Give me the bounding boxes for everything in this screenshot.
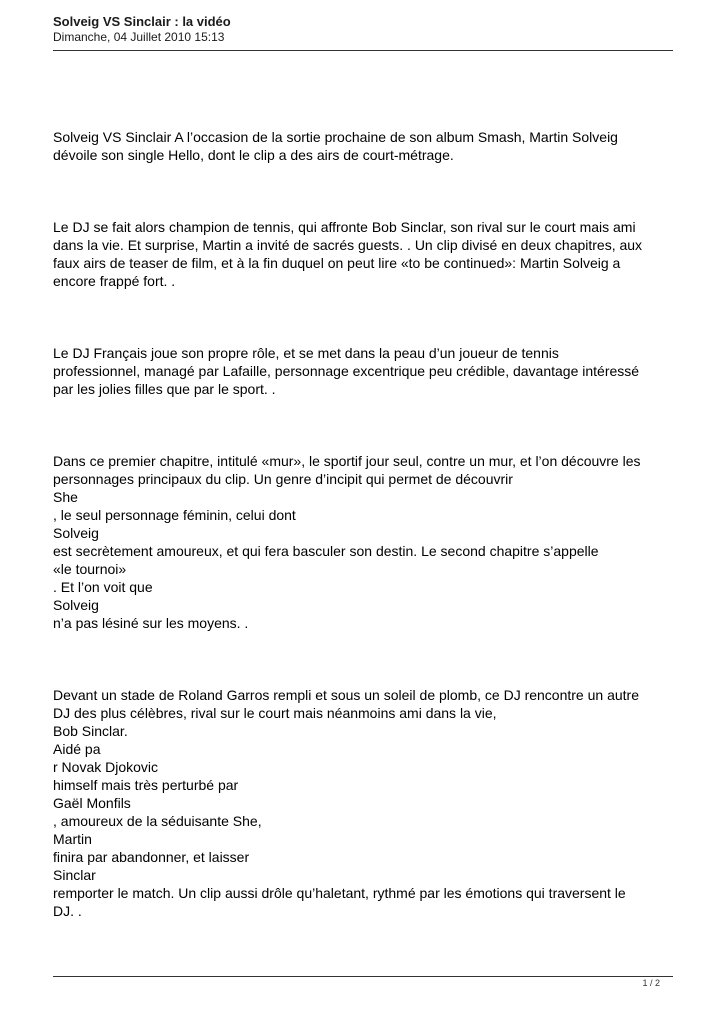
text-line: Gaël Monfils — [53, 795, 131, 811]
text-line: professionnel, managé par Lafaille, personnage excentrique peu crédible, davantage intéressé — [53, 363, 640, 379]
text-line: finira par abandonner, et laisser — [53, 849, 250, 865]
text-line: dévoile son single Hello, dont le clip a des airs de court-métrage. — [53, 147, 454, 163]
text-line: Dans ce premier chapitre, intitulé «mur», le sportif jour seul, contre un mur, et l’on découvre les — [53, 453, 641, 469]
text-line: Martin — [53, 831, 92, 847]
text-line: encore frappé fort. . — [53, 273, 176, 289]
paragraph-4 — [53, 452, 678, 632]
document-header — [53, 14, 673, 45]
paragraph-1 — [53, 128, 678, 164]
text-line: par les jolies filles que par le sport. . — [53, 381, 276, 397]
text-line: Le DJ Français joue son propre rôle, et se met dans la peau d’un joueur de tennis — [53, 345, 559, 361]
paragraph-5 — [53, 686, 678, 920]
text-line: Sinclar — [53, 867, 96, 883]
text-line: She — [53, 489, 78, 505]
document-date: Dimanche, 04 Juillet 2010 15:13 — [53, 30, 225, 44]
text-line: DJ. . — [53, 903, 82, 919]
document-title: Solveig VS Sinclair : la vidéo — [53, 14, 231, 29]
text-line: remporter le match. Un clip aussi drôle qu’haletant, rythmé par les émotions qui traversent le — [53, 885, 626, 901]
text-line: Le DJ se fait alors champion de tennis, qui affronte Bob Sinclar, son rival sur le court mais ami — [53, 219, 636, 235]
paragraph-3 — [53, 344, 678, 398]
text-line: faux airs de teaser de film, et à la fin duquel on peut lire «to be continued»: Martin Solveig a — [53, 255, 621, 271]
paragraph-2 — [53, 218, 678, 290]
text-line: «le tournoi» — [53, 561, 127, 577]
page-number: 1 / 2 — [642, 978, 660, 988]
text-line: , le seul personnage féminin, celui dont — [53, 507, 296, 523]
text-line: r Novak Djokovic — [53, 759, 159, 775]
text-line: est secrètement amoureux, et qui fera basculer son destin. Le second chapitre s’appelle — [53, 543, 599, 559]
text-line: Solveig — [53, 525, 99, 541]
text-line: Bob Sinclar. — [53, 723, 128, 739]
text-line: n’a pas lésiné sur les moyens. . — [53, 615, 249, 631]
text-line: Solveig VS Sinclair A l’occasion de la sortie prochaine de son album Smash, Martin Solveig — [53, 129, 618, 145]
text-line: personnages principaux du clip. Un genre d’incipit qui permet de découvrir — [53, 471, 513, 487]
text-line: Devant un stade de Roland Garros rempli et sous un soleil de plomb, ce DJ rencontre un autre — [53, 687, 639, 703]
text-line: . Et l’on voit que — [53, 579, 153, 595]
text-line: Aidé pa — [53, 741, 101, 757]
article-body — [53, 128, 678, 920]
text-line: DJ des plus célèbres, rival sur le court mais néanmoins ami dans la vie, — [53, 705, 497, 721]
header-divider — [53, 50, 673, 51]
text-line: himself mais très perturbé par — [53, 777, 239, 793]
text-line: , amoureux de la séduisante She, — [53, 813, 262, 829]
text-line: dans la vie. Et surprise, Martin a invité de sacrés guests. . Un clip divisé en deux chapitres, aux — [53, 237, 643, 253]
text-line: Solveig — [53, 597, 99, 613]
footer-divider — [53, 976, 673, 977]
